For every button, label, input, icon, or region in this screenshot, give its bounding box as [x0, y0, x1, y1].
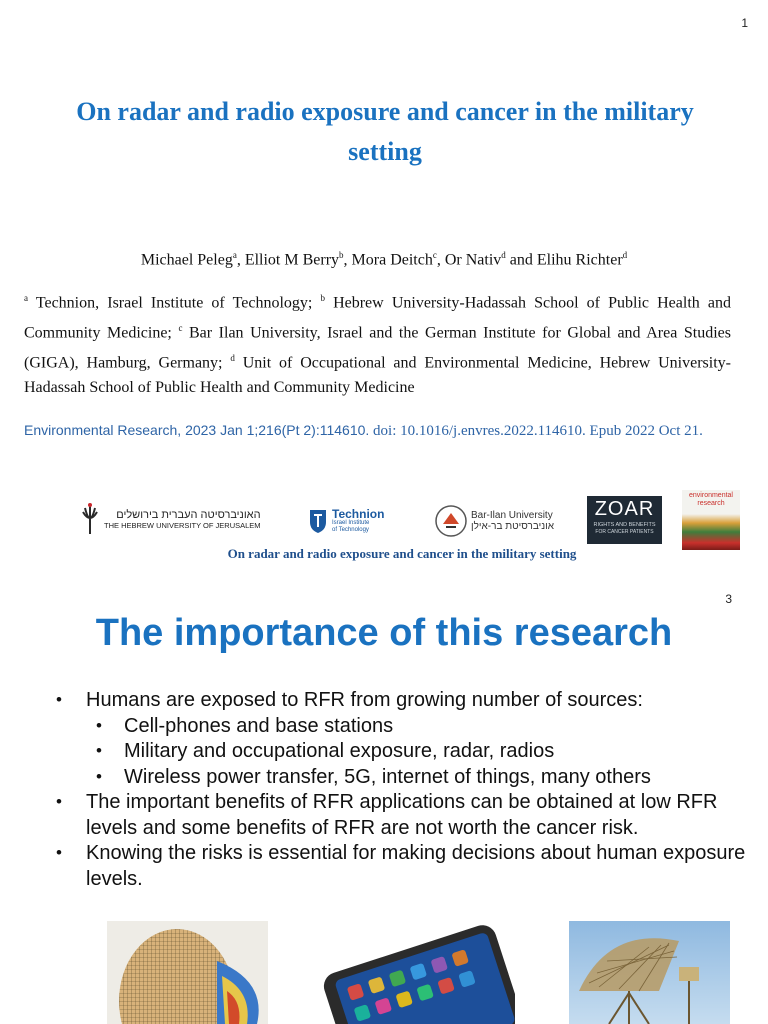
- affiliations: $^a$ Technion, Israel Institute of Technology; $^b$ Hebrew University-Hadassah School of Public Health and Community Medicine; $^c$ Bar Ilan University, Israel and the German Institute for Global and Area Studies (GIGA), Hamburg, Germany; $^d$ Unit of Occupational and Environmental Medicine, Hebrew University-Hadassah School of Public Health and Community Medicine: [24, 293, 732, 396]
- author: Elliot M Berry: [244, 251, 340, 269]
- slide-footer: On radar and radio exposure and cancer in the military setting: [227, 546, 577, 561]
- author-list: Michael Peleg$^a$, Elliot M Berry$^b$, Mora Deitch$^c$, Or Nativ$^d$ and Elihu Richter$^d$: [140, 250, 628, 269]
- author: Mora Deitch: [351, 251, 433, 269]
- page-number: 1: [741, 16, 748, 30]
- hebrew-university-logo: האוניברסיטה העברית בירושלים THE HEBREW UNIVERSITY OF JERUSALEM: [80, 500, 261, 538]
- list-item: • Wireless power transfer, 5G, internet of things, many others: [56, 765, 756, 791]
- author: Michael Peleg: [140, 251, 233, 269]
- list-item: • Military and occupational exposure, radar, radios: [56, 739, 756, 765]
- slide-title: The importance of this research: [95, 612, 673, 654]
- list-item: • The important benefits of RFR applications can be obtained at low RFR levels and some benefits of RFR are not worth the cancer risk.: [56, 790, 756, 841]
- radar-antenna-image: [569, 921, 730, 1024]
- zoar-logo: ZOAR RIGHTS AND BENEFITS FOR CANCER PATIENTS: [587, 496, 662, 544]
- list-item: • Knowing the risks is essential for making decisions about human exposure levels.: [56, 841, 756, 892]
- bar-ilan-emblem-icon: [434, 504, 468, 538]
- journal-citation: Environmental Research, 2023 Jan 1;216(Pt 2):114610. doi: 10.1016/j.envres.2022.114610. Epub 2022 Oct 21.: [24, 422, 703, 439]
- list-item: • Cell-phones and base stations: [56, 714, 756, 740]
- technion-logo: Technion Israel Institute of Technology: [308, 508, 384, 534]
- menorah-icon: [80, 502, 100, 536]
- technion-shield-icon: [308, 508, 328, 534]
- list-item: • Humans are exposed to RFR from growing number of sources:: [56, 688, 756, 714]
- paper-title: On radar and radio exposure and cancer in the military setting: [76, 97, 694, 166]
- environmental-research-journal-cover: environmental research: [682, 490, 740, 550]
- bar-ilan-logo: Bar-Ilan University אוניברסיטת בר-אילן: [434, 504, 554, 538]
- author: Elihu Richter: [536, 251, 623, 269]
- head-sar-illustration: [107, 921, 268, 1024]
- bullet-list: [56, 688, 756, 892]
- smartphone-illustration: [300, 918, 515, 1024]
- radar-dish-illustration: [569, 921, 730, 1024]
- page-number: 3: [725, 592, 732, 606]
- author: Or Nativ: [444, 251, 502, 269]
- head-radiation-image: [107, 921, 268, 1024]
- smartphone-image: [300, 918, 515, 1024]
